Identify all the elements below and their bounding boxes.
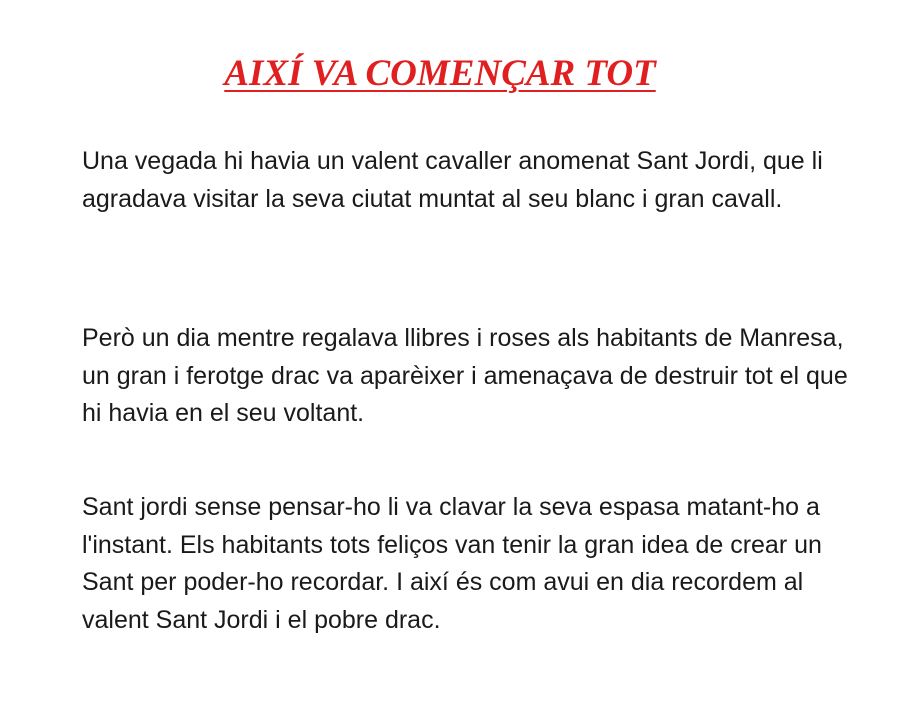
page-title: AIXÍ VA COMENÇAR TOT: [224, 53, 656, 94]
paragraph-ending: Sant jordi sense pensar-ho li va clavar la seva espasa matant-ho a l'instant. Els habitants tots feliços van tenir la gran idea de crear un Sant per poder-ho recordar. I així és com avui en dia recordem al valent Sant Jordi i el pobre drac.: [82, 493, 822, 634]
paragraph-dragon: Però un dia mentre regalava llibres i roses als habitants de Manresa, un gran i ferotge drac va aparèixer i amenaçava de destruir tot el que hi havia en el seu voltant.: [82, 324, 848, 427]
paragraph-intro: Una vegada hi havia un valent cavaller anomenat Sant Jordi, que li agradava visitar la seva ciutat muntat al seu blanc i gran cavall.: [82, 147, 823, 213]
